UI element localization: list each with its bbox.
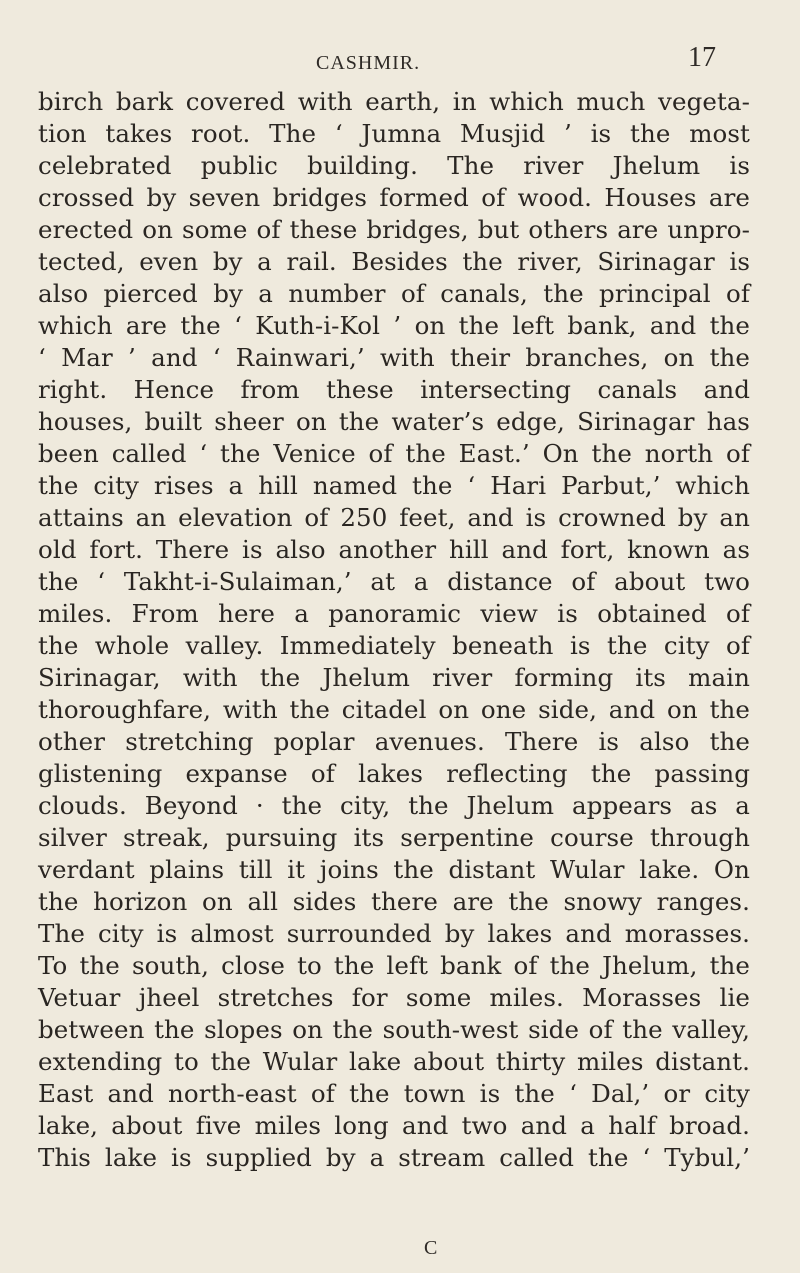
text-line: between the slopes on the south-west side of the valley, xyxy=(38,1015,750,1044)
signature-mark: C xyxy=(424,1237,438,1259)
text-line: erected on some of these bridges, but others are unpro- xyxy=(38,215,750,244)
text-line: This lake is supplied by a stream called the ‘ Tybul,’ xyxy=(38,1143,750,1172)
text-line: Sirinagar, with the Jhelum river forming its main xyxy=(38,663,750,692)
text-line: East and north-east of the town is the ‘ Dal,’ or city xyxy=(38,1079,750,1108)
text-line: the horizon on all sides there are the snowy ranges. xyxy=(38,887,750,916)
text-line: silver streak, pursuing its serpentine course through xyxy=(38,823,750,852)
text-line: other stretching poplar avenues. There is also the xyxy=(38,727,750,756)
text-line: ‘ Mar ’ and ‘ Rainwari,’ with their branches, on the xyxy=(38,343,750,372)
text-line: the city rises a hill named the ‘ Hari Parbut,’ which xyxy=(38,471,750,500)
text-line: To the south, close to the left bank of the Jhelum, the xyxy=(38,951,750,980)
text-line: miles. From here a panoramic view is obtained of xyxy=(38,599,750,628)
text-line: right. Hence from these intersecting canals and xyxy=(38,375,750,404)
text-line: crossed by seven bridges formed of wood. Houses are xyxy=(38,183,750,212)
text-line: the whole valley. Immediately beneath is the city of xyxy=(38,631,750,660)
text-line: The city is almost surrounded by lakes and morasses. xyxy=(38,919,750,948)
text-line: attains an elevation of 250 feet, and is crowned by an xyxy=(38,503,750,532)
text-line: glistening expanse of lakes reflecting the passing xyxy=(38,759,750,788)
text-line: extending to the Wular lake about thirty miles distant. xyxy=(38,1047,750,1076)
text-line: been called ‘ the Venice of the East.’ On the north of xyxy=(38,439,750,468)
text-line: clouds. Beyond · the city, the Jhelum appears as a xyxy=(38,791,750,820)
text-line: houses, built sheer on the water’s edge, Sirinagar has xyxy=(38,407,750,436)
text-line: tion takes root. The ‘ Jumna Musjid ’ is the most xyxy=(38,119,750,148)
page-number: 17 xyxy=(688,42,716,73)
running-title: CASHMIR. xyxy=(316,52,421,74)
text-line: the ‘ Takht-i-Sulaiman,’ at a distance of about two xyxy=(38,567,750,596)
text-line: Vetuar jheel stretches for some miles. Morasses lie xyxy=(38,983,750,1012)
text-line: tected, even by a rail. Besides the river, Sirinagar is xyxy=(38,247,750,276)
body-paragraph xyxy=(38,86,750,1174)
text-line: verdant plains till it joins the distant Wular lake. On xyxy=(38,855,750,884)
text-line: old fort. There is also another hill and fort, known as xyxy=(38,535,750,564)
text-line: which are the ‘ Kuth-i-Kol ’ on the left bank, and the xyxy=(38,311,750,340)
text-line: birch bark covered with earth, in which much vegeta- xyxy=(38,87,750,116)
text-line: also pierced by a number of canals, the principal of xyxy=(38,279,750,308)
text-line: thoroughfare, with the citadel on one side, and on the xyxy=(38,695,750,724)
text-line: lake, about five miles long and two and a half broad. xyxy=(38,1111,750,1140)
text-line: celebrated public building. The river Jhelum is xyxy=(38,151,750,180)
